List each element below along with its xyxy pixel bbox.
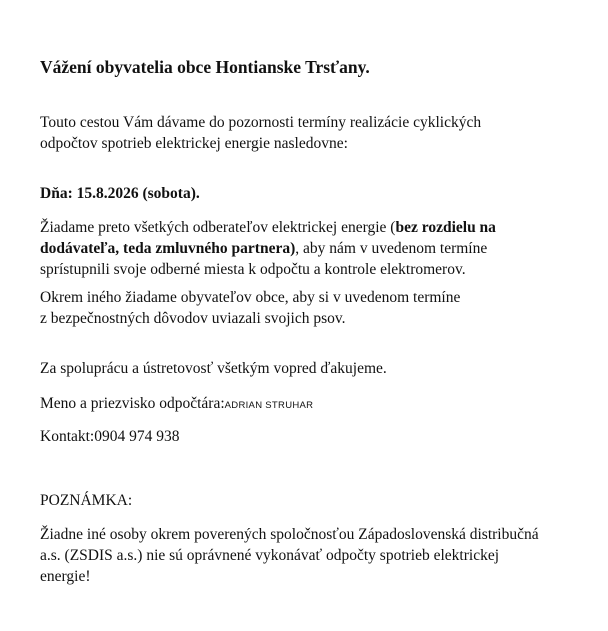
note-label: POZNÁMKA: (40, 492, 133, 509)
page-title: Vážení obyvatelia obce Hontianske Trsťany. (40, 57, 370, 77)
contact-line: Kontakt:0904 974 938 (40, 428, 180, 445)
meter-reader-name: ADRIAN STRUHAR (224, 400, 314, 411)
note-line-1: Žiadne iné osoby okrem poverených spoločnosťou Západoslovenská distribučná (40, 526, 539, 543)
dogs-line-1: Okrem iného žiadame obyvateľov obce, aby si v uvedenom termíne (40, 289, 461, 306)
request-line-2 (40, 238, 580, 259)
request-line-3: sprístupnili svoje odberné miesta k odpočtu a kontrole elektromerov. (40, 261, 466, 278)
note-line-2: a.s. (ZSDIS a.s.) nie sú oprávnené vykonávať odpočty spotrieb elektrickej (40, 547, 500, 564)
dogs-line-2: z bezpečnostných dôvodov uviazali svojich psov. (40, 310, 346, 327)
request-line-1 (40, 217, 580, 238)
meter-reader-label: Meno a priezvisko odpočtára: (40, 395, 225, 412)
request-emphasis-1: bez rozdielu na (395, 219, 496, 236)
dogs-paragraph (40, 287, 580, 329)
request-text-2: , aby nám v uvedenom termíne (295, 240, 488, 257)
access-request-paragraph (40, 217, 580, 280)
intro-line-2: odpočtov spotrieb elektrickej energie nasledovne: (40, 135, 348, 152)
reading-date: Dňa: 15.8.2026 (sobota). (40, 185, 200, 202)
request-emphasis-2: dodávateľa, teda zmluvného partnera) (40, 240, 296, 257)
note-line-3: energie! (40, 568, 91, 585)
thanks-line: Za spoluprácu a ústretovosť všetkým vopred ďakujeme. (40, 360, 387, 377)
intro-paragraph (40, 112, 580, 154)
request-text-1: Žiadame preto všetkých odberateľov elektrickej energie ( (40, 219, 396, 236)
note-paragraph (40, 524, 580, 587)
meter-reader-line (40, 393, 580, 416)
intro-line-1: Touto cestou Vám dávame do pozornosti termíny realizácie cyklických (40, 114, 482, 131)
